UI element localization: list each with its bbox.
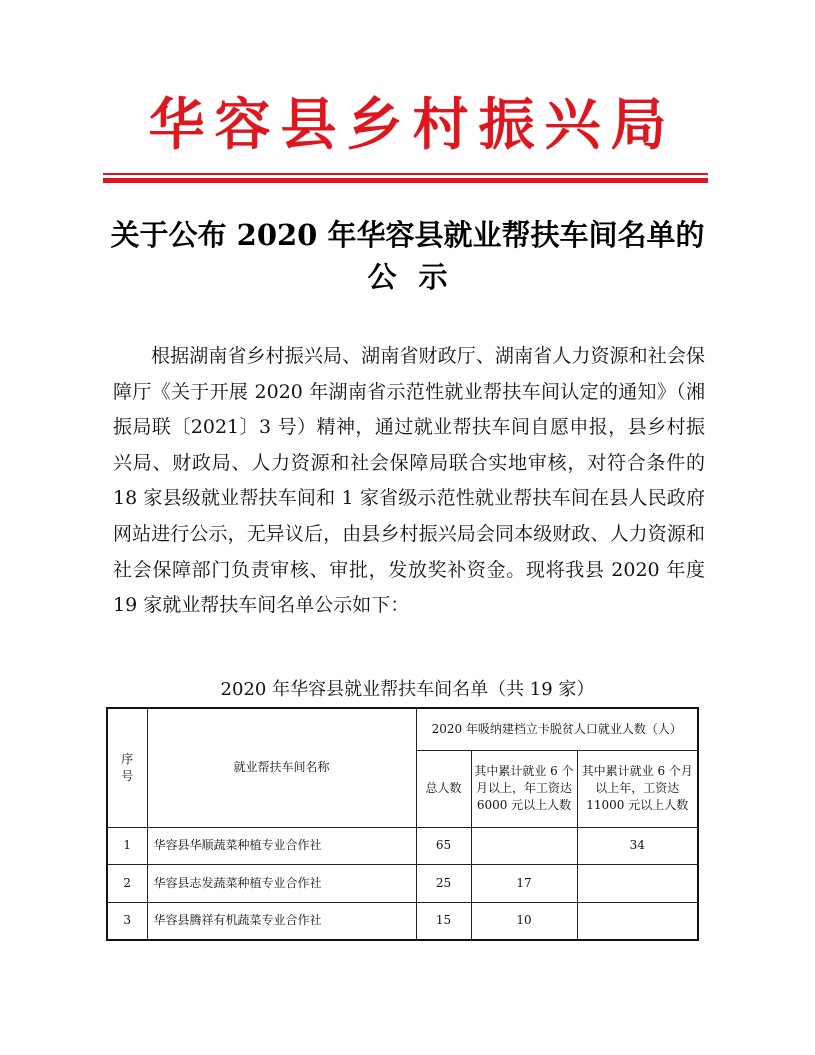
masthead-rule-thick xyxy=(103,178,708,183)
table-caption: 2020 年华容县就业帮扶车间名单（共 19 家） xyxy=(220,679,595,700)
row-over6000 xyxy=(471,827,577,864)
row-name: 华容县志发蔬菜种植专业合作社 xyxy=(147,864,416,902)
row-over6000: 10 xyxy=(471,902,577,940)
table-row xyxy=(107,864,698,902)
table-row xyxy=(107,827,698,864)
table-row xyxy=(107,902,698,940)
document-body-paragraph: 根据湖南省乡村振兴局、湖南省财政厅、湖南省人力资源和社会保障厅《关于开展 2020 年湖南省示范性就业帮扶车间认定的通知》（湘振局联〔2021〕3 号）精神，通过就业帮扶车间自愿申报，县乡村振兴局、财政局、人力资源和社会保障局联合实地审核，对符合条件的 18 家县级就业帮扶车间和 1 家省级示范性就业帮扶车间在县人民政府网站进行公示，无异议后，由县乡村振兴局会同本级财政、人力资源和社会保障部门负责审核、审批，发放奖补资金。现将我县 2020 年度 19 家就业帮扶车间名单公示如下： xyxy=(113,345,705,617)
row-over11000 xyxy=(577,864,698,902)
header-group: 2020 年吸纳建档立卡脱贫人口就业人数（人） xyxy=(416,708,698,750)
row-name: 华容县腾祥有机蔬菜专业合作社 xyxy=(147,902,416,940)
row-over11000: 34 xyxy=(577,827,698,864)
masthead-rule-thin xyxy=(103,173,708,175)
header-over6000: 其中累计就业 6 个月以上，年工资达 6000 元以上人数 xyxy=(471,750,577,827)
org-masthead: 华容县乡村振兴局 xyxy=(148,93,677,158)
workshop-list-table xyxy=(106,707,699,941)
header-seq xyxy=(107,708,147,827)
row-seq: 1 xyxy=(107,827,147,864)
row-over11000 xyxy=(577,902,698,940)
row-over6000: 17 xyxy=(471,864,577,902)
document-title-line1: 关于公布 2020 年华容县就业帮扶车间名单的 xyxy=(110,218,705,252)
row-seq: 2 xyxy=(107,864,147,902)
row-name: 华容县华顺蔬菜种植专业合作社 xyxy=(147,827,416,864)
header-seq-line1: 序 xyxy=(121,751,134,766)
row-total: 25 xyxy=(416,864,471,902)
header-seq-line2: 号 xyxy=(121,768,134,783)
header-over11000: 其中累计就业 6 个月以上年，工资达 11000 元以上人数 xyxy=(577,750,698,827)
row-seq: 3 xyxy=(107,902,147,940)
document-title-line2: 公示 xyxy=(367,260,470,294)
row-total: 15 xyxy=(416,902,471,940)
row-total: 65 xyxy=(416,827,471,864)
header-total: 总人数 xyxy=(416,750,471,827)
header-name: 就业帮扶车间名称 xyxy=(147,708,416,827)
